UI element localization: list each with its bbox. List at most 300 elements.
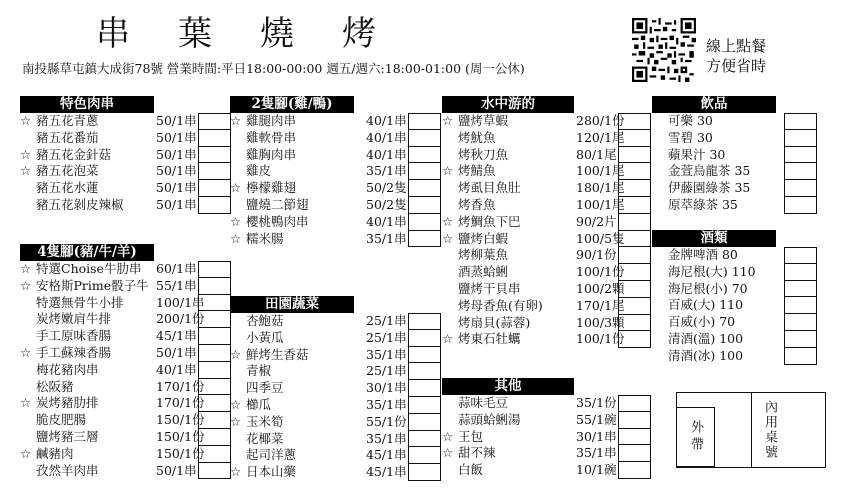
- section-drinks: [652, 96, 832, 214]
- menu-item: [230, 313, 430, 330]
- quantity-box[interactable]: [198, 446, 231, 463]
- quantity-box[interactable]: [784, 331, 817, 348]
- menu-item-price: 150/1份: [156, 428, 205, 444]
- menu-item: [652, 264, 832, 281]
- section-seafood: [442, 96, 654, 348]
- quantity-box[interactable]: [618, 180, 651, 197]
- menu-item-name: 豬五花金針菇: [36, 146, 112, 162]
- menu-item: [20, 362, 232, 379]
- quantity-box[interactable]: [618, 231, 651, 248]
- quantity-box[interactable]: [618, 412, 651, 429]
- quantity-box[interactable]: [784, 297, 817, 314]
- menu-item-price: 30/1串: [366, 380, 407, 396]
- quantity-box[interactable]: [784, 113, 817, 130]
- menu-item-name: 清酒(溫) 100: [668, 330, 744, 346]
- menu-item: [230, 363, 430, 380]
- menu-item-name: 鮮烤生香菇: [246, 346, 309, 362]
- menu-item: [230, 397, 430, 414]
- quantity-box[interactable]: [408, 130, 441, 147]
- quantity-box[interactable]: [198, 379, 231, 396]
- star-icon: ☆: [230, 230, 242, 246]
- menu-item-price: 90/1份: [576, 247, 617, 263]
- menu-item: [442, 264, 654, 281]
- menu-item-name: 青椒: [246, 363, 272, 379]
- menu-item: [20, 278, 232, 295]
- quantity-box[interactable]: [618, 264, 651, 281]
- menu-item-price: 120/1尾: [576, 129, 625, 145]
- quantity-box[interactable]: [198, 429, 231, 446]
- menu-item-name: 手工蘇辣香腸: [36, 344, 112, 360]
- menu-item-price: 100/1串: [156, 294, 205, 310]
- menu-item-name: 鹽烤草蝦: [458, 113, 509, 128]
- menu-item-name: 烤東石牡蠣: [458, 331, 521, 347]
- online-order-note: [706, 36, 766, 76]
- menu-item-price: 180/1尾: [576, 180, 625, 196]
- quantity-box[interactable]: [408, 180, 441, 197]
- quantity-box[interactable]: [408, 397, 441, 414]
- menu-item: [230, 380, 430, 397]
- qr-code-icon[interactable]: [630, 18, 698, 82]
- quantity-box[interactable]: [198, 130, 231, 147]
- menu-item-price: 50/1串: [156, 196, 197, 212]
- menu-item-price: 170/1份: [156, 395, 205, 411]
- quantity-box[interactable]: [408, 347, 441, 364]
- menu-item-name: 海尼根(大) 110: [668, 263, 756, 279]
- menu-item-price: 100/1尾: [576, 196, 625, 212]
- section-four-legs: [20, 244, 232, 479]
- quantity-box[interactable]: [198, 463, 231, 480]
- star-icon: ☆: [20, 163, 32, 179]
- menu-item-name: 梅花豬肉串: [36, 361, 99, 377]
- quantity-box[interactable]: [408, 447, 441, 464]
- menu-item-price: 90/2片: [576, 213, 617, 229]
- menu-item-price: 100/2顆: [576, 280, 625, 296]
- quantity-box[interactable]: [618, 214, 651, 231]
- section-vegetables: [230, 296, 430, 481]
- star-icon: ☆: [20, 395, 32, 411]
- menu-item: [20, 463, 232, 480]
- quantity-box[interactable]: [198, 395, 231, 412]
- star-icon: ☆: [442, 331, 454, 347]
- quantity-box[interactable]: [198, 412, 231, 429]
- star-icon: ☆: [20, 344, 32, 360]
- quantity-box[interactable]: [618, 163, 651, 180]
- quantity-box[interactable]: [784, 264, 817, 281]
- section-title: 飲品: [652, 96, 776, 113]
- menu-item-price: 40/1串: [366, 213, 407, 229]
- quantity-box[interactable]: [198, 180, 231, 197]
- menu-item-price: 50/1串: [156, 113, 197, 128]
- menu-item-name: 雞皮: [246, 163, 272, 179]
- star-icon: ☆: [230, 464, 242, 480]
- quantity-box[interactable]: [408, 197, 441, 214]
- quantity-box[interactable]: [784, 147, 817, 164]
- quantity-box[interactable]: [784, 314, 817, 331]
- quantity-box[interactable]: [198, 113, 231, 130]
- quantity-box[interactable]: [408, 464, 441, 481]
- menu-item-name: 可樂 30: [668, 113, 713, 128]
- quantity-box[interactable]: [784, 180, 817, 197]
- menu-item-price: 50/2隻: [366, 180, 407, 196]
- menu-item: [442, 395, 654, 412]
- quantity-box[interactable]: [618, 445, 651, 462]
- menu-item-name: 炭烤嫩肩牛排: [36, 311, 112, 327]
- menu-item-price: 55/1碗: [576, 411, 617, 427]
- menu-item-name: 脆皮肥腸: [36, 412, 87, 428]
- menu-item: [230, 231, 430, 248]
- menu-item-price: 80/1尾: [576, 146, 617, 162]
- menu-item-price: 50/1串: [156, 462, 197, 478]
- menu-item-price: 45/1串: [156, 328, 197, 344]
- quantity-box[interactable]: [784, 348, 817, 365]
- menu-item-name: 烤香魚: [458, 196, 496, 212]
- menu-item-price: 150/1份: [156, 445, 205, 461]
- menu-item-price: 25/1串: [366, 329, 407, 345]
- section-specialty: [20, 96, 232, 214]
- menu-item-name: 日本山藥: [246, 464, 297, 480]
- quantity-box[interactable]: [408, 231, 441, 248]
- address-hours: 南投縣草屯鎮大成街78號 營業時間:平日18:00-00:00 週五/週六:18:00-01:00 (周一公休): [22, 61, 525, 76]
- menu-item: [230, 447, 430, 464]
- menu-item-name: 鹽烤干貝串: [458, 280, 521, 296]
- section-title: 特色肉串: [20, 96, 154, 113]
- section-title: 田園蔬菜: [230, 296, 354, 313]
- takeout-label[interactable]: 外帶: [677, 407, 715, 467]
- menu-item: [442, 412, 654, 429]
- menu-item: [230, 113, 430, 130]
- quantity-box[interactable]: [408, 147, 441, 164]
- star-icon: ☆: [20, 261, 32, 276]
- menu-item-name: 烤扇貝(蒜蓉): [458, 314, 531, 330]
- menu-item: [652, 247, 832, 264]
- quantity-box[interactable]: [198, 362, 231, 379]
- menu-item: [20, 130, 232, 147]
- menu-item: [442, 281, 654, 298]
- quantity-box[interactable]: [618, 395, 651, 412]
- menu-item: [652, 180, 832, 197]
- menu-item: [20, 197, 232, 214]
- menu-item: [230, 464, 430, 481]
- star-icon: ☆: [230, 213, 242, 229]
- menu-item: [442, 247, 654, 264]
- section-title: 水中游的: [442, 96, 574, 113]
- quantity-box[interactable]: [198, 295, 231, 312]
- menu-item-name: 海尼根(小) 70: [668, 280, 748, 296]
- menu-item: [442, 429, 654, 446]
- menu-item-price: 100/1份: [576, 331, 625, 347]
- menu-item-price: 170/1尾: [576, 297, 625, 313]
- restaurant-title: 串葉燒烤: [96, 14, 424, 54]
- menu-item: [442, 147, 654, 164]
- quantity-box[interactable]: [618, 331, 651, 348]
- star-icon: ☆: [20, 445, 32, 461]
- menu-item: [20, 295, 232, 312]
- quantity-box[interactable]: [198, 147, 231, 164]
- menu-item-price: 40/1串: [156, 361, 197, 377]
- menu-item-name: 鹽烤白蝦: [458, 230, 509, 246]
- menu-item-name: 烤鯖魚: [458, 163, 496, 179]
- section-others: [442, 378, 654, 479]
- quantity-box[interactable]: [198, 328, 231, 345]
- menu-item-name: 四季豆: [246, 380, 284, 396]
- menu-item: [652, 331, 832, 348]
- menu-item: [20, 163, 232, 180]
- menu-item-name: 白飯: [458, 462, 484, 478]
- section-title: 酒類: [652, 230, 776, 247]
- menu-item: [20, 379, 232, 396]
- quantity-box[interactable]: [618, 315, 651, 332]
- menu-item-price: 10/1碗: [576, 462, 617, 478]
- quantity-box[interactable]: [784, 130, 817, 147]
- quantity-box[interactable]: [408, 380, 441, 397]
- menu-item-name: 鹽烤豬三層: [36, 428, 99, 444]
- quantity-box[interactable]: [784, 247, 817, 264]
- section-alcohol: [652, 230, 832, 365]
- star-icon: ☆: [230, 413, 242, 429]
- star-icon: ☆: [20, 113, 32, 128]
- quantity-box[interactable]: [408, 330, 441, 347]
- star-icon: ☆: [20, 146, 32, 162]
- menu-item-price: 40/1串: [366, 129, 407, 145]
- menu-item-name: 雪碧 30: [668, 129, 713, 145]
- quantity-box[interactable]: [408, 163, 441, 180]
- star-icon: ☆: [442, 230, 454, 246]
- menu-item-name: 花椰菜: [246, 430, 284, 446]
- menu-item-name: 小黃瓜: [246, 329, 284, 345]
- quantity-box[interactable]: [198, 163, 231, 180]
- menu-item-price: 50/2隻: [366, 196, 407, 212]
- quantity-box[interactable]: [198, 261, 231, 278]
- menu-item: [230, 347, 430, 364]
- quantity-box[interactable]: [618, 281, 651, 298]
- quantity-box[interactable]: [618, 113, 651, 130]
- quantity-box[interactable]: [618, 197, 651, 214]
- menu-item: [652, 197, 832, 214]
- menu-item: [652, 281, 832, 298]
- menu-item-name: 伊藤園綠茶 35: [668, 180, 751, 196]
- star-icon: ☆: [230, 396, 242, 412]
- menu-item-name: 豬五花剝皮辣椒: [36, 196, 124, 212]
- quantity-box[interactable]: [784, 281, 817, 298]
- menu-item: [20, 395, 232, 412]
- menu-item: [652, 130, 832, 147]
- menu-item-name: 烤母香魚(有卵): [458, 297, 543, 313]
- quantity-box[interactable]: [618, 298, 651, 315]
- menu-item: [230, 330, 430, 347]
- star-icon: ☆: [442, 445, 454, 461]
- menu-item: [20, 311, 232, 328]
- menu-item-name: 杏鮑菇: [246, 313, 284, 328]
- menu-item-name: 烤虱目魚肚: [458, 180, 521, 196]
- menu-item-price: 35/1串: [366, 396, 407, 412]
- menu-item-name: 鹹豬肉: [36, 445, 74, 461]
- menu-item-name: 糯米腸: [246, 230, 284, 246]
- menu-item: [230, 180, 430, 197]
- menu-item: [20, 147, 232, 164]
- menu-item-price: 50/1串: [156, 163, 197, 179]
- menu-item-name: 孜然羊肉串: [36, 462, 99, 478]
- menu-item-price: 35/1串: [366, 430, 407, 446]
- quantity-box[interactable]: [784, 163, 817, 180]
- menu-item-price: 50/1串: [156, 344, 197, 360]
- menu-item-price: 150/1份: [156, 412, 205, 428]
- menu-item: [442, 315, 654, 332]
- menu-item: [442, 462, 654, 479]
- menu-item: [20, 328, 232, 345]
- menu-item-price: 35/1份: [576, 395, 617, 410]
- menu-item-name: 雞軟骨串: [246, 129, 297, 145]
- menu-item-price: 45/1串: [366, 447, 407, 463]
- menu-item-price: 60/1串: [156, 261, 197, 276]
- menu-item: [20, 180, 232, 197]
- menu-item-price: 35/1串: [366, 163, 407, 179]
- menu-item-name: 百威(小) 70: [668, 314, 736, 330]
- menu-item-price: 100/5隻: [576, 230, 625, 246]
- menu-item-name: 豬五花番茄: [36, 129, 99, 145]
- menu-item: [230, 197, 430, 214]
- menu-item-name: 特選無骨牛小排: [36, 294, 124, 310]
- star-icon: ☆: [442, 428, 454, 444]
- menu-item: [442, 113, 654, 130]
- menu-item: [20, 412, 232, 429]
- menu-item-name: 櫻桃鴨肉串: [246, 213, 309, 229]
- menu-item-name: 豬五花水蓮: [36, 180, 99, 196]
- quantity-box[interactable]: [408, 313, 441, 330]
- menu-item: [442, 163, 654, 180]
- menu-item-name: 檸檬雞翅: [246, 180, 297, 196]
- menu-item: [652, 113, 832, 130]
- menu-item-name: 松阪豬: [36, 378, 74, 394]
- menu-item-price: 55/1串: [156, 277, 197, 293]
- online-order-line2: 方便省時: [706, 57, 767, 75]
- menu-item: [230, 431, 430, 448]
- menu-item-price: 35/1串: [576, 445, 617, 461]
- section-title: 4隻腳(豬/牛/羊): [20, 244, 154, 261]
- quantity-box[interactable]: [198, 197, 231, 214]
- menu-item: [230, 147, 430, 164]
- menu-item-price: 35/1串: [366, 346, 407, 362]
- quantity-box[interactable]: [408, 363, 441, 380]
- quantity-box[interactable]: [198, 278, 231, 295]
- menu-item: [20, 261, 232, 278]
- menu-item: [652, 147, 832, 164]
- menu-item-name: 金萱烏龍茶 35: [668, 163, 751, 179]
- menu-item-name: 起司洋蔥: [246, 447, 297, 463]
- menu-item-price: 50/1串: [156, 146, 197, 162]
- menu-item: [652, 297, 832, 314]
- menu-item-name: 玉米筍: [246, 413, 284, 429]
- quantity-box[interactable]: [198, 311, 231, 328]
- star-icon: ☆: [442, 113, 454, 128]
- menu-item-name: 雞胸肉串: [246, 146, 297, 162]
- menu-item: [442, 231, 654, 248]
- section-title: 2隻腳(雞/鴨): [230, 96, 354, 113]
- quantity-box[interactable]: [408, 214, 441, 231]
- menu-item-name: 酒蒸蛤蜊: [458, 264, 509, 280]
- menu-item-price: 45/1串: [366, 464, 407, 480]
- section-title: 其他: [442, 378, 574, 395]
- star-icon: ☆: [20, 277, 32, 293]
- menu-item-name: 烤鯛魚下巴: [458, 213, 521, 229]
- menu-item: [442, 180, 654, 197]
- menu-item-name: 鹽燒二節翅: [246, 196, 309, 212]
- menu-item: [652, 163, 832, 180]
- menu-item: [442, 130, 654, 147]
- menu-item: [230, 414, 430, 431]
- menu-item: [442, 214, 654, 231]
- menu-item-name: 特選Choise牛肋串: [36, 261, 142, 276]
- quantity-box[interactable]: [618, 247, 651, 264]
- dine-in-table-label[interactable]: 內用桌號: [751, 393, 787, 467]
- quantity-box[interactable]: [618, 147, 651, 164]
- menu-item-name: 蒜頭蛤蜊湯: [458, 411, 521, 427]
- menu-item-name: 烤魷魚: [458, 129, 496, 145]
- online-order-line1: 線上點餐: [706, 37, 767, 55]
- menu-item-name: 原萃綠茶 35: [668, 196, 738, 212]
- menu-item-name: 豬五花青蔥: [36, 113, 99, 128]
- quantity-box[interactable]: [618, 130, 651, 147]
- menu-item-price: 55/1份: [366, 413, 407, 429]
- star-icon: ☆: [442, 163, 454, 179]
- star-icon: ☆: [230, 113, 242, 128]
- star-icon: ☆: [230, 346, 242, 362]
- menu-item: [442, 331, 654, 348]
- menu-item-price: 100/3顆: [576, 314, 625, 330]
- quantity-box[interactable]: [618, 462, 651, 479]
- menu-item: [652, 314, 832, 331]
- menu-item-name: 清酒(冰) 100: [668, 347, 744, 363]
- quantity-box[interactable]: [408, 431, 441, 448]
- menu-item-price: 100/1份: [576, 264, 625, 280]
- quantity-box[interactable]: [408, 414, 441, 431]
- menu-item-name: 烤秋刀魚: [458, 146, 509, 162]
- menu-item: [20, 446, 232, 463]
- menu-item: [20, 345, 232, 362]
- menu-item-price: 50/1串: [156, 180, 197, 196]
- menu-item: [442, 197, 654, 214]
- menu-item-name: 甜不辣: [458, 445, 496, 461]
- menu-item: [230, 130, 430, 147]
- menu-item-name: 櫛瓜: [246, 396, 272, 412]
- menu-item-name: 蘋果汁 30: [668, 146, 726, 162]
- menu-item-name: 安格斯Prime骰子牛: [36, 277, 149, 293]
- order-type-box: [676, 392, 826, 468]
- quantity-box[interactable]: [408, 113, 441, 130]
- menu-item-name: 百威(大) 110: [668, 297, 744, 313]
- menu-item-price: 25/1串: [366, 363, 407, 379]
- menu-item-name: 炭烤豬肋排: [36, 395, 99, 411]
- quantity-box[interactable]: [784, 197, 817, 214]
- star-icon: ☆: [230, 180, 242, 196]
- menu-item-price: 40/1串: [366, 113, 407, 128]
- menu-item-name: 豬五花泡菜: [36, 163, 99, 179]
- menu-item-price: 280/1份: [576, 113, 625, 128]
- quantity-box[interactable]: [198, 345, 231, 362]
- star-icon: ☆: [442, 213, 454, 229]
- menu-item: [20, 429, 232, 446]
- quantity-box[interactable]: [618, 429, 651, 446]
- menu-item-name: 王包: [458, 428, 484, 444]
- section-two-legs: [230, 96, 430, 247]
- menu-item-name: 蒜味毛豆: [458, 395, 509, 410]
- menu-item-price: 170/1份: [156, 378, 205, 394]
- menu-item-name: 烤柳葉魚: [458, 247, 509, 263]
- menu-item: [652, 348, 832, 365]
- menu-item: [230, 163, 430, 180]
- menu-item-price: 100/1尾: [576, 163, 625, 179]
- menu-item-name: 金牌啤酒 80: [668, 247, 738, 262]
- menu-item-price: 30/1串: [576, 428, 617, 444]
